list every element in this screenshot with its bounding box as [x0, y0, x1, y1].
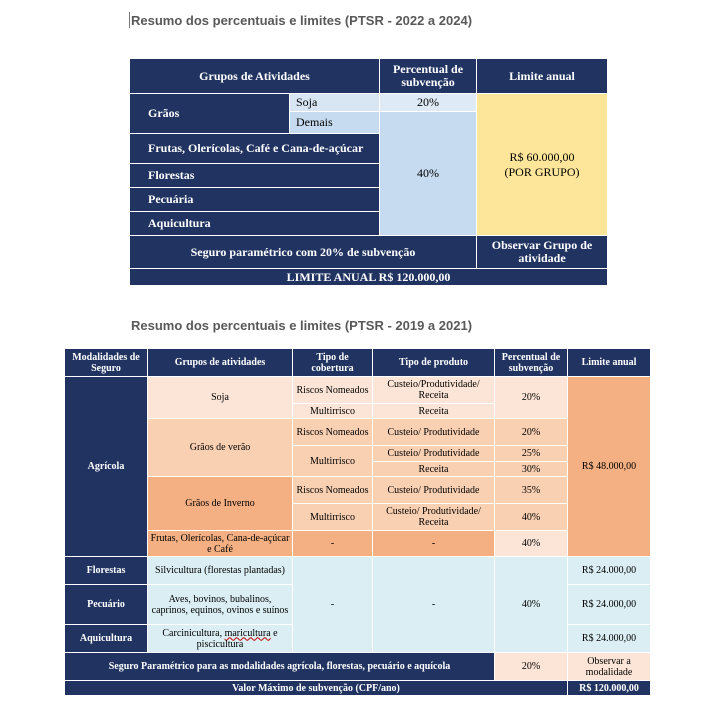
pct-r3: 20% [495, 419, 568, 446]
grupo-carcinicultura [148, 625, 293, 653]
produto-1: Custeio/Produtividade/ Receita [373, 377, 495, 404]
carcini-b: maricultura [224, 627, 271, 639]
row-pecuaria: Pecuária [130, 188, 380, 212]
pct-r8: 40% [495, 531, 568, 557]
produto-other: - [373, 557, 495, 653]
row-florestas: Florestas [130, 164, 380, 188]
row-soja: Soja [290, 94, 380, 112]
parametric-limit: Observar a modalidade [568, 653, 651, 681]
produto-6: Custeio/ Produtividade [373, 477, 495, 504]
limit-note: (POR GRUPO) [504, 164, 580, 179]
grupo-graos-inverno: Grãos de Inverno [148, 477, 293, 531]
modalidade-florestas: Florestas [65, 557, 148, 585]
produto-7: Custeio/ Produtividade/ Receita [373, 504, 495, 531]
pct-r5: 30% [495, 462, 568, 477]
row-parametric: Seguro paramétrico com 20% de subvenção [130, 236, 477, 269]
grupo-silvicultura: Silvicultura (florestas plantadas) [148, 557, 293, 585]
produto-frutas: - [373, 531, 495, 557]
cobertura-multi-3: Multirrisco [293, 504, 373, 531]
carcini-c: e piscicultura [196, 627, 278, 650]
grupo-frutas: Frutas, Olerícolas, Cana-de-açúcar e Café [148, 531, 293, 557]
row-demais: Demais [290, 112, 380, 134]
limit-florestas: R$ 24.000,00 [568, 557, 651, 585]
row-max-label: Valor Máximo de subvenção (CPF/ano) [65, 681, 568, 696]
cobertura-multi-2: Multirrisco [293, 446, 373, 477]
produto-4: Custeio/ Produtividade [373, 446, 495, 462]
grupo-soja: Soja [148, 377, 293, 419]
header-cobertura: Tipo de cobertura [293, 349, 373, 377]
text-cursor [129, 12, 130, 28]
section1-title: Resumo dos percentuais e limites (PTSR - 2022 a 2024) [131, 13, 473, 28]
soja-percent: 20% [380, 94, 477, 112]
produto-3: Custeio/ Produtividade [373, 419, 495, 446]
limit-agricola: R$ 48.000,00 [568, 377, 651, 557]
pct-r6: 35% [495, 477, 568, 504]
pct-r7: 40% [495, 504, 568, 531]
pct-r4: 25% [495, 446, 568, 462]
header-produto: Tipo de produto [373, 349, 495, 377]
header-grupos: Grupos de atividades [148, 349, 293, 377]
table-2019-2021 [64, 348, 651, 696]
carcini-a: Carcinicultura, [162, 627, 225, 639]
row-graos: Grãos [130, 94, 290, 134]
row-aquicultura: Aquicultura [130, 212, 380, 236]
pct-param: 20% [495, 653, 568, 681]
cobertura-multi-1: Multirrisco [293, 404, 373, 419]
cobertura-riscos-3: Riscos Nomeados [293, 477, 373, 504]
other-percent: 40% [380, 112, 477, 236]
modalidade-agricola: Agrícola [65, 377, 148, 557]
cobertura-other: - [293, 557, 373, 653]
cobertura-frutas: - [293, 531, 373, 557]
limit-aquicultura: R$ 24.000,00 [568, 625, 651, 653]
modalidade-aquicultura: Aquicultura [65, 625, 148, 653]
limit-pecuario: R$ 24.000,00 [568, 585, 651, 625]
table-2022-2024 [129, 58, 608, 286]
pct-other: 40% [495, 557, 568, 653]
header-limite: Limite anual [568, 349, 651, 377]
produto-5: Receita [373, 462, 495, 477]
cobertura-riscos-2: Riscos Nomeados [293, 419, 373, 446]
row-frutas: Frutas, Olerícolas, Café e Cana-de-açúcar [130, 134, 380, 164]
limit-cell [477, 94, 608, 236]
parametric-limit: Observar Grupo de atividade [477, 236, 608, 269]
grupo-graos-verao: Grãos de verão [148, 419, 293, 477]
grupo-aves: Aves, bovinos, bubalinos, caprinos, equinos, ovinos e suínos [148, 585, 293, 625]
cobertura-riscos-1: Riscos Nomeados [293, 377, 373, 404]
header-percent: Percentual de subvenção [380, 59, 477, 94]
header-modalidades: Modalidades de Seguro [65, 349, 148, 377]
header-limit: Limite anual [477, 59, 608, 94]
header-groups: Grupos de Atividades [130, 59, 380, 94]
row-parametric: Seguro Paramétrico para as modalidades agrícola, florestas, pecuário e aquícola [65, 653, 495, 681]
pct-soja: 20% [495, 377, 568, 419]
produto-2: Receita [373, 404, 495, 419]
header-percent: Percentual de subvenção [495, 349, 568, 377]
section2-title: Resumo dos percentuais e limites (PTSR - 2019 a 2021) [131, 318, 473, 333]
row-total: LIMITE ANUAL R$ 120.000,00 [130, 269, 608, 286]
modalidade-pecuario: Pecuário [65, 585, 148, 625]
row-max-value: R$ 120.000,00 [568, 681, 651, 696]
limit-value: R$ 60.000,00 [509, 149, 575, 164]
